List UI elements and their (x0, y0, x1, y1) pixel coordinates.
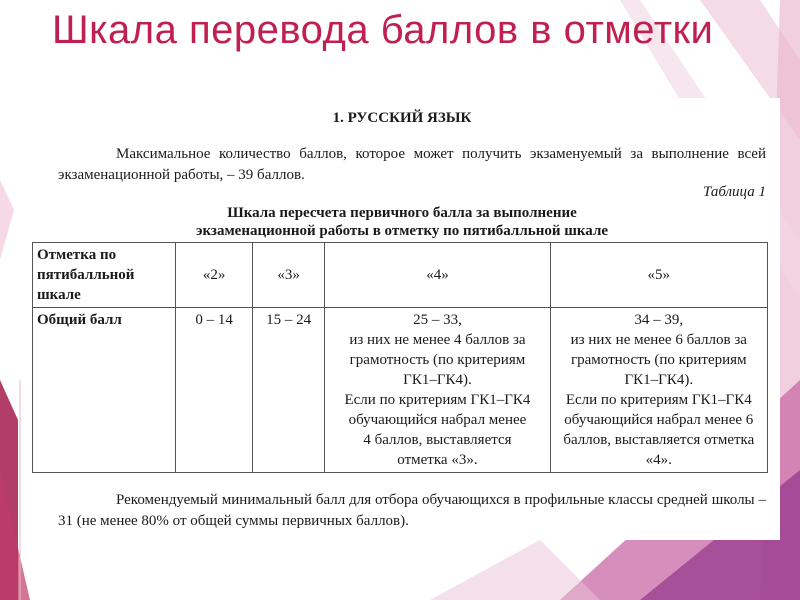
grade-5-header: «5» (550, 243, 767, 308)
cell-line: 34 – 39, (634, 312, 684, 328)
cell-line: Если по критериям ГК1–ГК4 (565, 392, 752, 408)
header-label-cell: Отметка по пятибалльной шкале (33, 243, 176, 308)
grade-4-header: «4» (325, 243, 550, 308)
section-title: 1. РУССКИЙ ЯЗЫК (332, 110, 472, 126)
table-caption-line-1: Шкала пересчета первичного балла за выполнение (227, 205, 577, 221)
cell-line: баллов, выставляется отметка (563, 432, 755, 448)
cell-line: «4». (645, 452, 672, 468)
grade-3-score-cell (252, 308, 324, 473)
cell-line: обучающийся набрал менее 6 (564, 412, 754, 428)
grade-4-score-cell (325, 308, 550, 473)
document-scan (24, 98, 780, 540)
table-number: Таблица 1 (703, 184, 766, 200)
recommendation-note: Рекомендуемый минимальный балл для отбора обучающихся в профильные классы средней школы – 31 (не менее 80% от общей суммы первичных баллов). (58, 492, 766, 529)
cell-line: 15 – 24 (266, 312, 312, 328)
cell-line: ГК1–ГК4). (624, 372, 694, 388)
grade-2-score-cell (176, 308, 252, 473)
table-header-row (33, 243, 768, 308)
cell-line: 4 баллов, выставляется (363, 432, 512, 448)
cell-line: обучающийся набрал менее (348, 412, 527, 428)
table-caption (24, 204, 780, 240)
cell-line: из них не менее 4 баллов за (349, 332, 526, 348)
cell-line: грамотность (по критериям (570, 352, 747, 368)
cell-line: из них не менее 6 баллов за (570, 332, 747, 348)
cell-line: ГК1–ГК4). (403, 372, 472, 388)
table-caption-line-2: экзаменационной работы в отметку по пятибалльной шкале (195, 223, 609, 239)
cell-line: грамотность (по критериям (349, 352, 526, 368)
row-label-cell: Общий балл (33, 308, 176, 473)
grade-scale-table (32, 242, 768, 473)
cell-line: отметка «3». (397, 452, 478, 468)
intro-paragraph: Максимальное количество баллов, которое может получить экзаменуемый за выполнение всей экзаменационной работы, – 39 баллов. (58, 146, 766, 183)
grade-2-header: «2» (176, 243, 252, 308)
grade-5-score-cell (550, 308, 767, 473)
cell-line: 25 – 33, (413, 312, 462, 328)
cell-line: Если по критериям ГК1–ГК4 (344, 392, 531, 408)
cell-line: 0 – 14 (195, 312, 233, 328)
grade-3-header: «3» (252, 243, 324, 308)
table-row (33, 308, 768, 473)
slide-title: Шкала перевода баллов в отметки (52, 8, 714, 52)
